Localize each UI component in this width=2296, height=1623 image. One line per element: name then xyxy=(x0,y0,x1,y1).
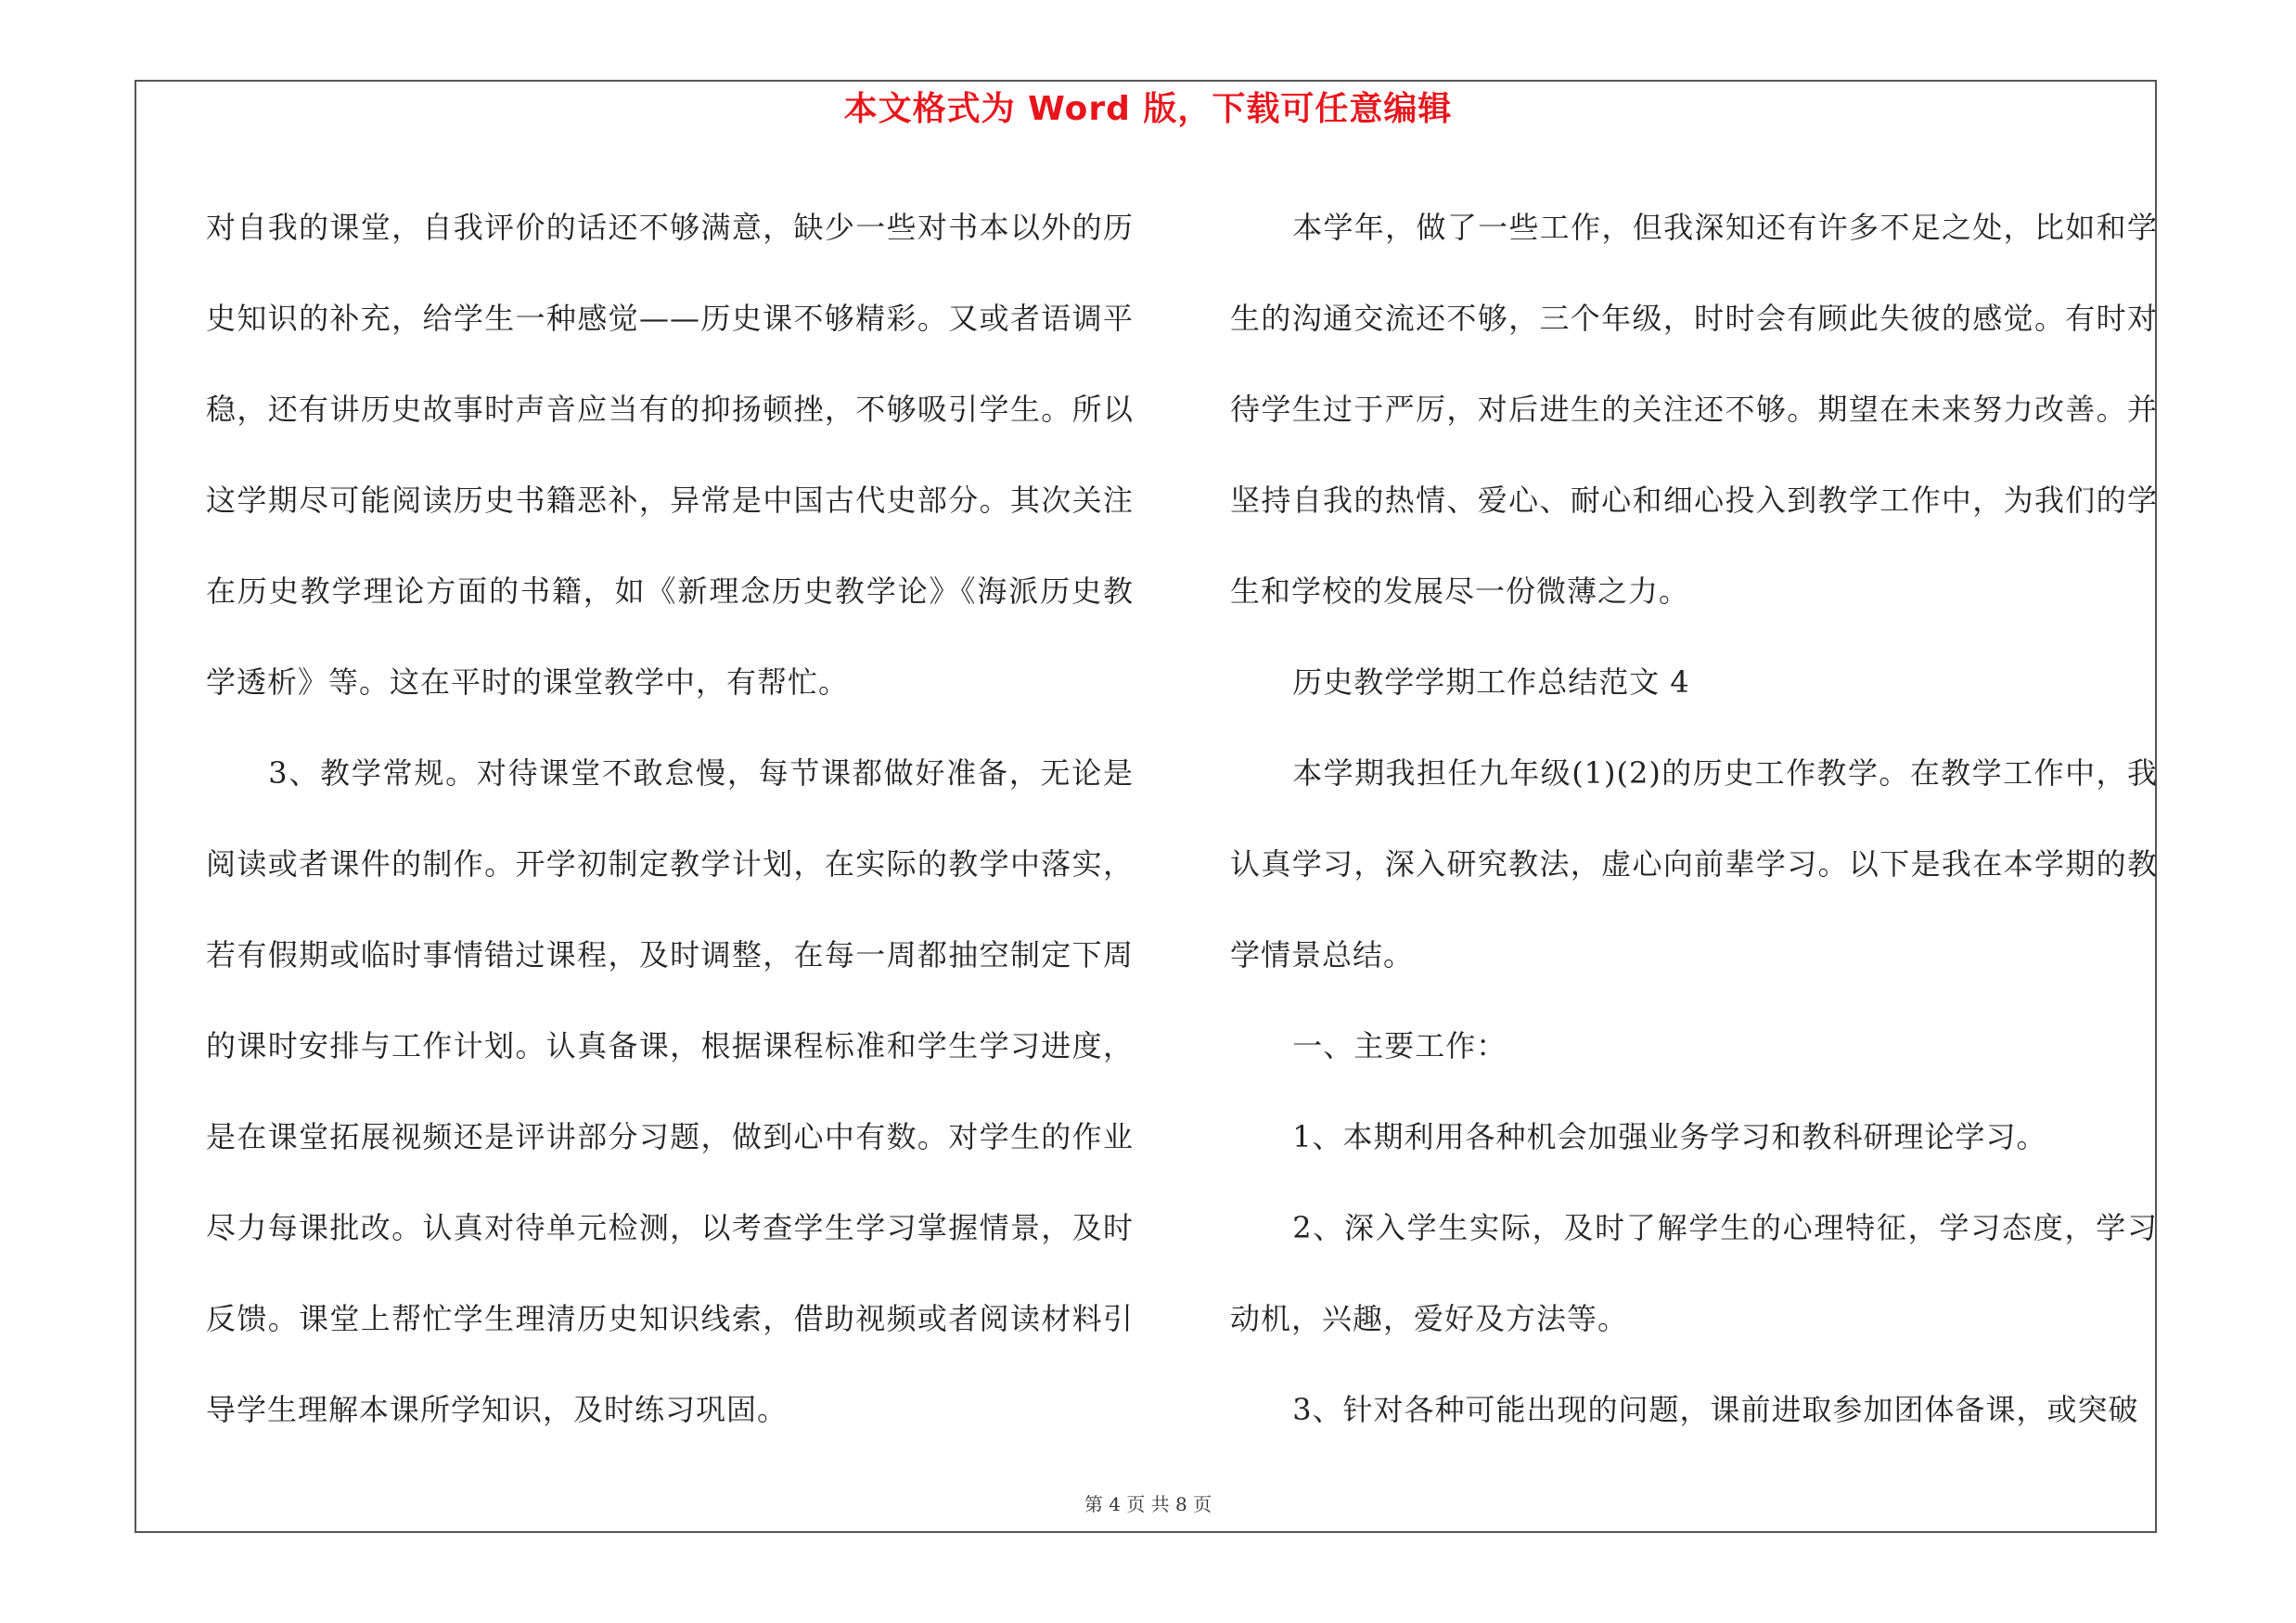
format-notice-banner: 本文格式为 Word 版，下载可任意编辑 xyxy=(843,90,1453,128)
list-item-2: 2、深入学生实际，及时了解学生的心理特征，学习态度，学习动机，兴趣，爱好及方法等。 xyxy=(1230,1210,2158,1336)
list-item-3: 3、针对各种可能出现的问题，课前进取参加团体备课，或突破 xyxy=(1292,1392,2139,1427)
list-item-1: 1、本期利用各种机会加强业务学习和教科研理论学习。 xyxy=(1292,1119,2047,1154)
right-text-column xyxy=(1230,182,2158,1455)
paragraph-intro: 本学期我担任九年级(1)(2)的历史工作教学。在教学工作中，我认真学习，深入研究教法，虚心向前辈学习。以下是我在本学期的教学情景总结。 xyxy=(1230,755,2158,973)
section-heading: 历史教学学期工作总结范文 4 xyxy=(1292,664,1690,700)
paragraph-continued: 对自我的课堂，自我评价的话还不够满意，缺少一些对书本以外的历史知识的补充，给学生一种感觉——历史课不够精彩。又或者语调平稳，还有讲历史故事时声音应当有的抑扬顿挫，不够吸引学生。所以这学期尽可能阅读历史书籍恶补，异常是中国古代史部分。其次关注在历史教学理论方面的书籍，如《新理念历史教学论》《海派历史教学透析》等。这在平时的课堂教学中，有帮忙。 xyxy=(206,210,1134,700)
paragraph-self-reflection: 本学年，做了一些工作，但我深知还有许多不足之处，比如和学生的沟通交流还不够，三个年级，时时会有顾此失彼的感觉。有时对待学生过于严厉，对后进生的关注还不够。期望在未来努力改善。并坚持自我的热情、爱心、耐心和细心投入到教学工作中，为我们的学生和学校的发展尽一份微薄之力。 xyxy=(1230,210,2158,609)
subheading-main-work: 一、主要工作： xyxy=(1292,1028,1507,1063)
page-number-footer: 第 4 页 共 8 页 xyxy=(1084,1493,1212,1515)
paragraph-teaching-routine: 3、教学常规。对待课堂不敢怠慢，每节课都做好准备，无论是阅读或者课件的制作。开学初制定教学计划，在实际的教学中落实，若有假期或临时事情错过课程，及时调整，在每一周都抽空制定下周的课时安排与工作计划。认真备课，根据课程标准和学生学习进度，是在课堂拓展视频还是评讲部分习题，做到心中有数。对学生的作业尽力每课批改。认真对待单元检测，以考查学生学习掌握情景，及时反馈。课堂上帮忙学生理清历史知识线索，借助视频或者阅读材料引导学生理解本课所学知识，及时练习巩固。 xyxy=(206,755,1134,1427)
left-text-column xyxy=(206,182,1134,1455)
